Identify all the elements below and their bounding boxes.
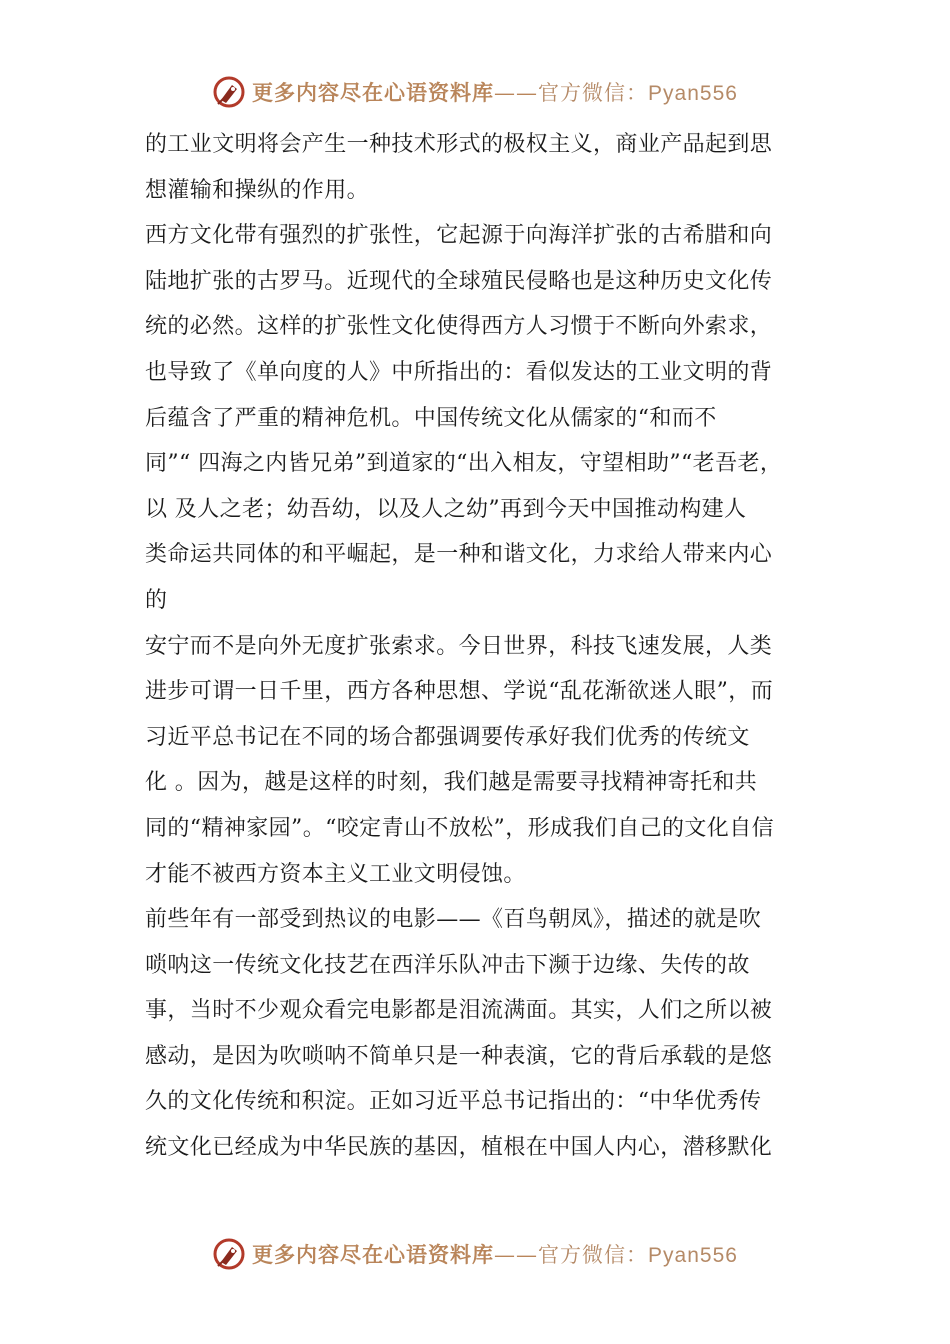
- text-line: 类命运共同体的和平崛起，是一种和谐文化，力求给人带来内心: [145, 542, 773, 568]
- text-line: 以 及人之老；幼吾幼，以及人之幼”再到今天中国推动构建人: [145, 496, 747, 522]
- text-line: 同”“ 四海之内皆兄弟”到道家的“出入相友，守望相助”“老吾老，: [145, 451, 783, 477]
- text-line: 同的“精神家园”。“咬定青山不放松”，形成我们自己的文化自信: [145, 815, 774, 841]
- text-line: 陆地扩张的古罗马。近现代的全球殖民侵略也是这种历史文化传: [145, 268, 773, 294]
- text-line: 的工业文明将会产生一种技术形式的极权主义，商业产品起到思: [145, 132, 773, 157]
- text-line: 化 。因为，越是这样的时刻，我们越是需要寻找精神寄托和共: [145, 770, 758, 796]
- pen-nib-circle-icon: [212, 1237, 246, 1271]
- text-line: 想灌输和操纵的作用。: [145, 177, 370, 203]
- text-line: 统文化已经成为中华民族的基因，植根在中国人内心，潜移默化: [145, 1135, 773, 1161]
- text-line: 也导致了《单向度的人》中所指出的：看似发达的工业文明的背: [145, 359, 773, 385]
- text-line: 安宁而不是向外无度扩张索求。今日世界，科技飞速发展，人类: [145, 633, 773, 659]
- footer-wechat: 官方微信：Pyan556: [538, 1244, 738, 1267]
- text-line: 唢呐这一传统文化技艺在西洋乐队冲击下濒于边缘、失传的故: [145, 952, 750, 978]
- footer-slogan: 更多内容尽在心语资料库——官方微信：Pyan556: [252, 1242, 738, 1267]
- text-line: 后蕴含了严重的精神危机。中国传统文化从儒家的“和而不: [145, 405, 717, 431]
- text-line: 习近平总书记在不同的场合都强调要传承好我们优秀的传统文: [145, 724, 750, 750]
- text-line: 西方文化带有强烈的扩张性，它起源于向海洋扩张的古希腊和向: [145, 223, 773, 249]
- document-body: [145, 122, 845, 1171]
- header-wechat: 官方微信：Pyan556: [538, 82, 738, 105]
- text-line: 久的文化传统和积淀。正如习近平总书记指出的：“中华优秀传: [145, 1089, 762, 1115]
- text-line: 前些年有一部受到热议的电影——《百鸟朝凤》，描述的就是吹: [145, 907, 762, 933]
- text-line: 感动，是因为吹唢呐不简单只是一种表演，它的背后承载的是悠: [145, 1043, 773, 1069]
- header-slogan: 更多内容尽在心语资料库——官方微信：Pyan556: [252, 80, 738, 105]
- header-banner: [0, 72, 950, 112]
- text-line: 才能不被西方资本主义工业文明侵蚀。: [145, 861, 526, 887]
- text-line: 统的必然。这样的扩张性文化使得西方人习惯于不断向外索求，: [145, 314, 773, 340]
- text-line: 事，当时不少观众看完电影都是泪流满面。其实，人们之所以被: [145, 998, 773, 1024]
- text-line: 进步可谓一日千里，西方各种思想、学说“乱花渐欲迷人眼”，而: [145, 679, 774, 705]
- text-line: 的: [145, 587, 168, 613]
- footer-banner: [0, 1234, 950, 1274]
- pen-nib-circle-icon: [212, 75, 246, 109]
